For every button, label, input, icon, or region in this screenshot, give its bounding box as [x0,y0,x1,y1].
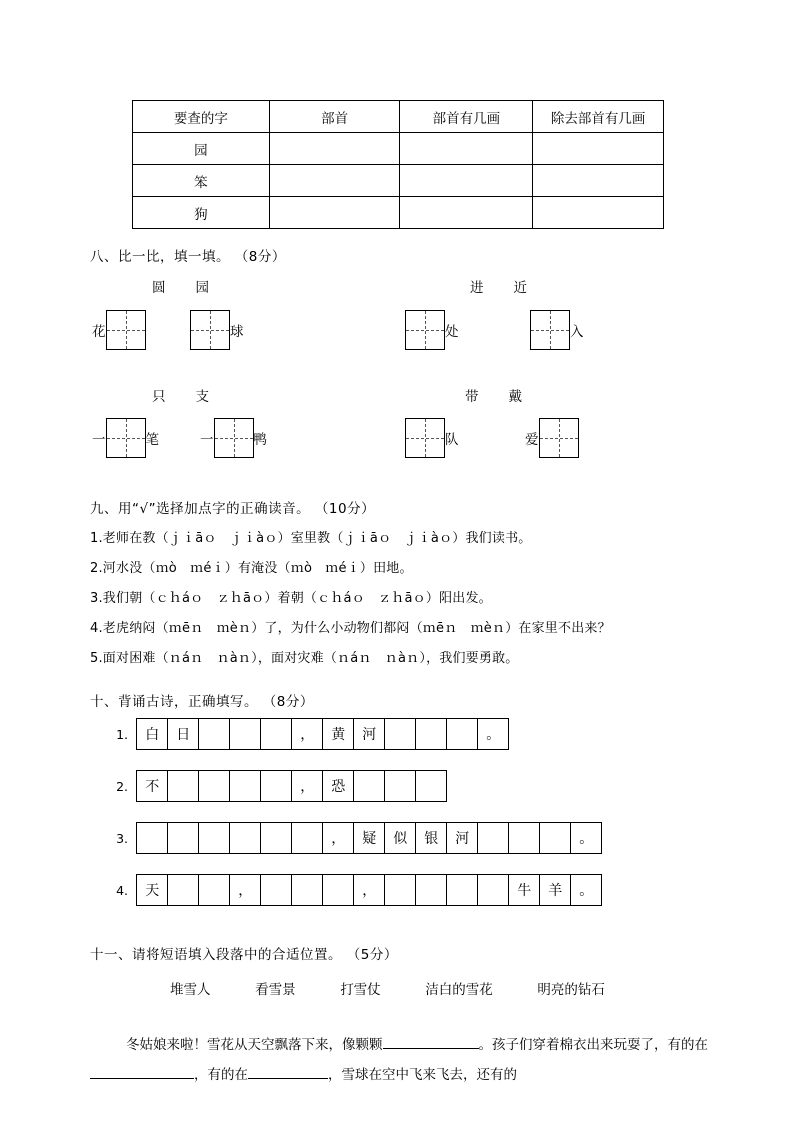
section-8-pair-label-4: 带 戴 [465,389,523,405]
poem-cell[interactable] [230,823,261,854]
table-header-cell: 部首有几画 [400,101,533,133]
section-8-pair-label-1: 圆 园 [152,280,210,296]
poem-cell[interactable] [447,875,478,906]
poem-cell[interactable]: 。 [571,823,602,854]
poem-row-index: 3. [116,830,128,846]
section-9-line-5[interactable]: 5.面对困难（ｎáｎ ｎàｎ），面对灾难（ｎáｎ ｎàｎ），我们要勇敢。 [90,651,519,666]
prefix-char: 一 [200,432,214,448]
section-8-pair-label-3: 只 支 [152,389,210,405]
table-header-cell: 要查的字 [133,101,270,133]
section-8-item-4 [530,310,584,350]
table-header-cell: 部首 [269,101,400,133]
poem-cell[interactable]: 银 [416,823,447,854]
poem-cell[interactable] [230,771,261,802]
poem-grid-3[interactable] [136,822,602,854]
answer-box[interactable] [405,418,445,458]
poem-cell[interactable]: 河 [447,823,478,854]
section-10-heading [90,690,314,710]
poem-grid-4[interactable] [136,874,602,906]
section-8-heading [90,245,286,265]
lookup-radical-input[interactable] [269,133,400,165]
section-8-item-7 [405,418,459,458]
poem-row-index: 1. [116,726,128,742]
section-9-title: 九、用“√”选择加点字的正确读音。 [90,501,311,517]
section-9-line-4[interactable]: 4.老虎纳闷（ｍēｎ ｍèｎ）了，为什么小动物们都闷（ｍēｎ ｍèｎ）在家里不出来？ [90,621,611,636]
dictionary-lookup-table [132,100,664,229]
answer-box[interactable] [190,310,230,350]
suffix-char: 处 [445,324,459,340]
lookup-radical-input[interactable] [269,197,400,229]
poem-cell[interactable]: 白 [137,719,168,750]
poem-cell[interactable]: 。 [571,875,602,906]
poem-cell[interactable] [416,771,447,802]
poem-row-index: 4. [116,882,128,898]
poem-cell[interactable]: 黄 [323,719,354,750]
prefix-char: 花 [92,324,106,340]
poem-cell[interactable] [354,771,385,802]
poem-cell[interactable]: 日 [168,719,199,750]
poem-cell[interactable] [261,875,292,906]
lookup-radical-strokes-input[interactable] [400,165,533,197]
section-8-item-8 [525,418,579,458]
poem-cell[interactable]: ， [292,771,323,802]
answer-box[interactable] [539,418,579,458]
section-9-line-2[interactable]: 2.河水没（ｍò ｍéｉ）有淹没（ｍò ｍéｉ）田地。 [90,561,413,576]
poem-cell[interactable] [199,875,230,906]
lookup-char: 园 [133,133,270,165]
poem-cell[interactable] [261,823,292,854]
answer-box[interactable] [106,310,146,350]
section-11-paragraph [90,1030,710,1090]
section-8-score: （8分） [234,249,286,265]
section-10-score: （8分） [262,694,314,710]
section-8-item-5 [92,418,159,458]
section-8-item-1 [92,310,146,350]
table-row [133,165,664,197]
poem-cell[interactable] [540,823,571,854]
answer-box[interactable] [530,310,570,350]
suffix-char: 鸭 [253,432,267,448]
poem-cell[interactable]: 不 [137,771,168,802]
poem-cell[interactable] [385,771,416,802]
section-9-line-3[interactable]: 3.我们朝（ｃｈáｏ ｚｈāｏ）着朝（ｃｈáｏ ｚｈāｏ）阳出发。 [90,591,492,606]
poem-cell[interactable]: 天 [137,875,168,906]
poem-cell[interactable] [199,719,230,750]
poem-cell[interactable] [292,823,323,854]
poem-cell[interactable] [168,823,199,854]
paragraph-text-4: ，雪球在空中飞来飞去，还有的 [328,1067,517,1083]
paragraph-text-2: 。孩子们穿着棉衣出来玩耍了，有的在 [478,1037,708,1053]
lookup-rest-strokes-input[interactable] [533,165,664,197]
lookup-rest-strokes-input[interactable] [533,133,664,165]
section-9-line-1[interactable]: 1.老师在教（ｊｉāｏ ｊｉàｏ）室里教（ｊｉāｏ ｊｉàｏ）我们读书。 [90,531,532,546]
poem-cell[interactable]: 恐 [323,771,354,802]
word-bank-item-4[interactable]: 洁白的雪花 [425,982,493,998]
poem-cell[interactable]: 疑 [354,823,385,854]
section-9-heading [90,497,375,517]
poem-row-index: 2. [116,778,128,794]
prefix-char: 一 [92,432,106,448]
poem-cell[interactable] [292,875,323,906]
section-9-score: （10分） [314,501,376,517]
section-11-title: 十一、请将短语填入段落中的合适位置。 [90,947,342,963]
paragraph-blank-3[interactable] [248,1064,328,1079]
table-row [133,197,664,229]
poem-cell[interactable] [447,719,478,750]
poem-cell[interactable] [137,823,168,854]
poem-cell[interactable]: ， [292,719,323,750]
paragraph-blank-1[interactable] [383,1034,479,1049]
poem-cell[interactable] [323,875,354,906]
poem-row-2 [110,770,447,802]
section-8-item-3 [405,310,459,350]
poem-cell[interactable] [478,823,509,854]
word-bank-item-2[interactable]: 看雪景 [255,982,296,998]
lookup-radical-strokes-input[interactable] [400,133,533,165]
suffix-char: 球 [230,324,244,340]
poem-cell[interactable]: ， [354,875,385,906]
section-11-score: （5分） [346,947,398,963]
poem-cell[interactable] [199,823,230,854]
poem-cell[interactable] [385,875,416,906]
section-8-item-6 [200,418,267,458]
poem-cell[interactable] [478,875,509,906]
poem-cell[interactable]: 牛 [509,875,540,906]
answer-box[interactable] [214,418,254,458]
poem-cell[interactable]: ， [230,875,261,906]
lookup-radical-strokes-input[interactable] [400,197,533,229]
prefix-char: 爱 [525,432,539,448]
poem-row-1 [110,718,509,750]
poem-cell[interactable] [261,719,292,750]
section-8-title: 八、比一比，填一填。 [90,249,230,265]
suffix-char: 入 [570,324,584,340]
word-bank [170,978,605,998]
poem-cell[interactable]: ， [323,823,354,854]
poem-cell[interactable] [416,719,447,750]
suffix-char: 笔 [145,432,159,448]
table-row [133,133,664,165]
suffix-char: 队 [445,432,459,448]
poem-cell[interactable]: 。 [478,719,509,750]
poem-cell[interactable] [230,719,261,750]
answer-box[interactable] [106,418,146,458]
section-8-item-2 [190,310,244,350]
poem-cell[interactable] [416,875,447,906]
table-header-cell: 除去部首有几画 [533,101,664,133]
poem-cell[interactable] [385,719,416,750]
poem-cell[interactable] [168,771,199,802]
poem-cell[interactable]: 羊 [540,875,571,906]
poem-grid-1[interactable] [136,718,509,750]
answer-box[interactable] [405,310,445,350]
poem-cell[interactable] [199,771,230,802]
paragraph-blank-2[interactable] [90,1064,194,1079]
word-bank-item-3[interactable]: 打雪仗 [340,982,381,998]
word-bank-item-5[interactable]: 明亮的钻石 [537,982,605,998]
poem-cell[interactable] [509,823,540,854]
section-8-pair-label-2: 进 近 [470,280,528,296]
table-header-row [133,101,664,133]
poem-row-3 [110,822,602,854]
lookup-rest-strokes-input[interactable] [533,197,664,229]
poem-cell[interactable]: 河 [354,719,385,750]
paragraph-text-1: 冬姑娘来啦！雪花从天空飘落下来，像颗颗 [126,1037,383,1053]
poem-row-4 [110,874,602,906]
lookup-char: 狗 [133,197,270,229]
poem-grid-2[interactable] [136,770,447,802]
section-11-heading [90,943,398,963]
lookup-char: 笨 [133,165,270,197]
paragraph-text-3: ，有的在 [194,1067,248,1083]
poem-cell[interactable] [261,771,292,802]
word-bank-item-1[interactable]: 堆雪人 [170,982,211,998]
lookup-radical-input[interactable] [269,165,400,197]
poem-cell[interactable]: 似 [385,823,416,854]
poem-cell[interactable] [168,875,199,906]
section-10-title: 十、背诵古诗，正确填写。 [90,694,258,710]
